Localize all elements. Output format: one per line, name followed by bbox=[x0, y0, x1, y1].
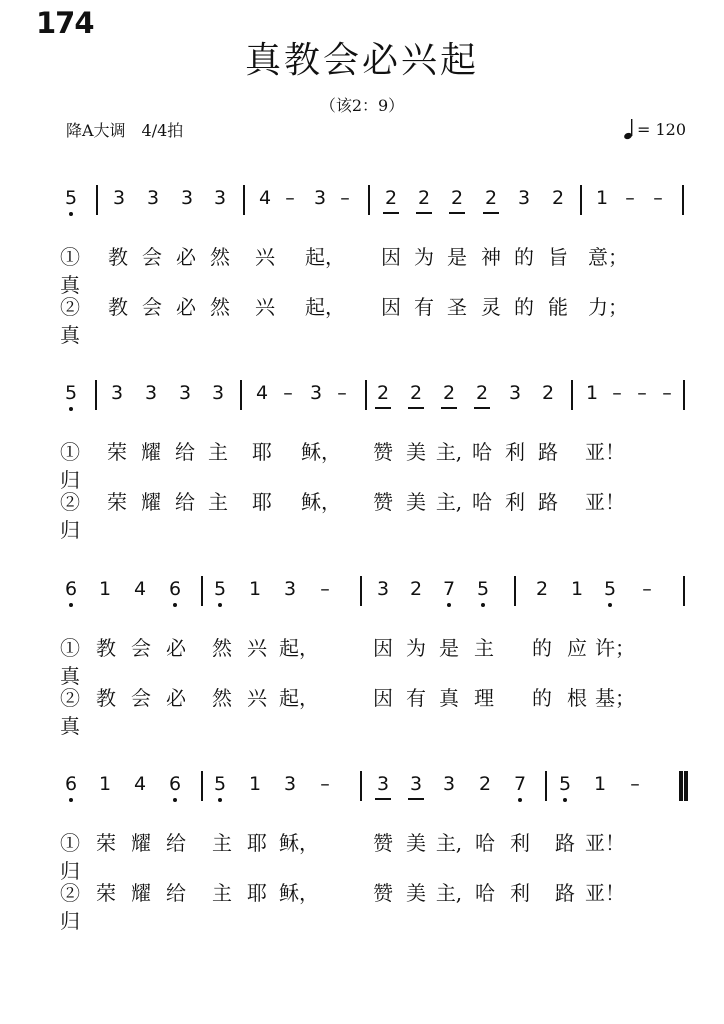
lyric-syllable: 起， bbox=[305, 295, 345, 319]
lyric-syllable: 基； bbox=[595, 686, 635, 710]
note-3: 3 bbox=[211, 382, 225, 404]
eighth-underline bbox=[383, 212, 399, 214]
octave-dot bbox=[481, 603, 485, 607]
lyric-syllable: 给 bbox=[166, 881, 186, 905]
octave-dot bbox=[69, 407, 73, 411]
final-bar-line bbox=[679, 771, 683, 801]
lyric-syllable: ②归 bbox=[60, 881, 80, 933]
lyric-syllable: 给 bbox=[175, 440, 195, 464]
lyric-syllable: 哈 bbox=[475, 831, 495, 855]
lyric-syllable: 耶 bbox=[247, 881, 267, 905]
note-3: 3 bbox=[110, 382, 124, 404]
quarter-note-icon bbox=[623, 117, 635, 141]
note-7: 7 bbox=[508, 769, 532, 799]
octave-dot bbox=[608, 603, 612, 607]
lyric-syllable: 哈 bbox=[472, 490, 492, 514]
lyric-syllable: 主 bbox=[212, 881, 232, 905]
lyric-syllable: ②真 bbox=[60, 295, 80, 347]
lyric-syllable: 利 bbox=[505, 440, 525, 464]
lyric-syllable: 美 bbox=[406, 881, 426, 905]
lyric-syllable: 兴 bbox=[255, 295, 275, 319]
note-3: 3 bbox=[371, 769, 395, 799]
lyric-syllable: 力； bbox=[588, 295, 628, 319]
lyric-syllable: 荣 bbox=[96, 881, 116, 905]
bar-line bbox=[240, 380, 242, 410]
octave-dot bbox=[173, 603, 177, 607]
lyric-syllable: 赞 bbox=[373, 881, 393, 905]
lyric-syllable: 主, bbox=[435, 831, 463, 855]
lyric-verse-1 bbox=[0, 243, 724, 297]
eighth-underline bbox=[441, 407, 457, 409]
note-5: 5 bbox=[208, 574, 232, 604]
lyric-syllable: 能 bbox=[548, 295, 568, 319]
eighth-underline bbox=[375, 798, 391, 800]
eighth-underline bbox=[449, 212, 465, 214]
lyric-verse-1 bbox=[0, 438, 724, 492]
lyric-syllable: 路 bbox=[555, 881, 575, 905]
dash-note: – bbox=[625, 187, 635, 209]
lyric-syllable: 然 bbox=[210, 295, 230, 319]
note-3: 3 bbox=[112, 187, 126, 209]
lyric-syllable: 兴 bbox=[247, 686, 267, 710]
lyric-syllable: 主 bbox=[208, 440, 228, 464]
eighth-underline bbox=[483, 212, 499, 214]
note-2: 2 bbox=[551, 187, 565, 209]
lyric-syllable: 真 bbox=[439, 686, 459, 710]
lyric-syllable: 神 bbox=[481, 245, 501, 269]
octave-dot bbox=[69, 212, 73, 216]
note-5: 5 bbox=[208, 769, 232, 799]
note-3: 3 bbox=[213, 187, 227, 209]
octave-dot bbox=[69, 603, 73, 607]
eighth-underline bbox=[408, 407, 424, 409]
note-3: 3 bbox=[442, 773, 456, 795]
dash-note: – bbox=[320, 773, 330, 795]
lyric-syllable: 必 bbox=[166, 636, 186, 660]
tempo-marking bbox=[623, 117, 686, 141]
lyric-syllable: 是 bbox=[447, 245, 467, 269]
note-4: 4 bbox=[255, 382, 269, 404]
lyric-syllable: 的 bbox=[532, 636, 552, 660]
lyric-syllable: 因 bbox=[373, 636, 393, 660]
note-1: 1 bbox=[98, 773, 112, 795]
eighth-underline bbox=[416, 212, 432, 214]
lyric-syllable: 赞 bbox=[373, 831, 393, 855]
note-3: 3 bbox=[313, 187, 327, 209]
staff-line-3 bbox=[0, 574, 724, 614]
note-6: 6 bbox=[163, 574, 187, 604]
lyric-syllable: 主 bbox=[474, 636, 494, 660]
lyric-syllable: ①真 bbox=[60, 245, 80, 297]
lyric-syllable: ②真 bbox=[60, 686, 80, 738]
note-3: 3 bbox=[144, 382, 158, 404]
staff-line-4 bbox=[0, 769, 724, 809]
lyric-syllable: 的 bbox=[532, 686, 552, 710]
note-5: 5 bbox=[59, 378, 83, 408]
note-4: 4 bbox=[133, 773, 147, 795]
bar-line bbox=[243, 185, 245, 215]
bar-line bbox=[545, 771, 547, 801]
lyric-syllable: 亚！ bbox=[585, 831, 625, 855]
lyric-syllable: 耶 bbox=[252, 440, 272, 464]
lyric-syllable: 利 bbox=[510, 831, 530, 855]
lyric-syllable: 许； bbox=[595, 636, 635, 660]
note-5: 5 bbox=[598, 574, 622, 604]
note-2: 2 bbox=[437, 378, 461, 408]
note-3: 3 bbox=[517, 187, 531, 209]
note-3: 3 bbox=[180, 187, 194, 209]
lyric-syllable: 美 bbox=[406, 440, 426, 464]
lyric-syllable: 因 bbox=[373, 686, 393, 710]
lyric-syllable: 因 bbox=[381, 245, 401, 269]
lyric-syllable: 意； bbox=[588, 245, 628, 269]
octave-dot bbox=[563, 798, 567, 802]
note-3: 3 bbox=[309, 382, 323, 404]
lyric-syllable: 稣， bbox=[301, 440, 341, 464]
lyric-syllable: 理 bbox=[474, 686, 494, 710]
lyric-syllable: 耀 bbox=[131, 831, 151, 855]
lyric-syllable: 根 bbox=[567, 686, 587, 710]
note-2: 2 bbox=[445, 183, 469, 213]
note-6: 6 bbox=[163, 769, 187, 799]
dash-note: – bbox=[285, 187, 295, 209]
bar-line bbox=[571, 380, 573, 410]
bar-line bbox=[201, 771, 203, 801]
lyric-syllable: 会 bbox=[131, 636, 151, 660]
note-2: 2 bbox=[371, 378, 395, 408]
note-7: 7 bbox=[437, 574, 461, 604]
octave-dot bbox=[218, 798, 222, 802]
lyric-syllable: 应 bbox=[567, 636, 587, 660]
lyric-syllable: 有 bbox=[414, 295, 434, 319]
note-6: 6 bbox=[59, 769, 83, 799]
lyric-syllable: 教 bbox=[108, 295, 128, 319]
dash-note: – bbox=[662, 382, 672, 404]
lyric-syllable: 灵 bbox=[481, 295, 501, 319]
dash-note: – bbox=[283, 382, 293, 404]
note-1: 1 bbox=[595, 187, 609, 209]
lyric-syllable: 的 bbox=[514, 295, 534, 319]
lyric-syllable: 起， bbox=[279, 686, 319, 710]
bar-line bbox=[683, 380, 685, 410]
lyric-syllable: 必 bbox=[176, 245, 196, 269]
lyric-syllable: 荣 bbox=[96, 831, 116, 855]
eighth-underline bbox=[474, 407, 490, 409]
lyric-syllable: 是 bbox=[439, 636, 459, 660]
note-2: 2 bbox=[479, 183, 503, 213]
note-4: 4 bbox=[133, 578, 147, 600]
note-5: 5 bbox=[59, 183, 83, 213]
octave-dot bbox=[173, 798, 177, 802]
lyric-syllable: 起， bbox=[279, 636, 319, 660]
note-4: 4 bbox=[258, 187, 272, 209]
lyric-syllable: 赞 bbox=[373, 490, 393, 514]
note-5: 5 bbox=[553, 769, 577, 799]
lyric-syllable: 圣 bbox=[447, 295, 467, 319]
bar-line bbox=[360, 771, 362, 801]
bar-line bbox=[95, 380, 97, 410]
lyric-syllable: 赞 bbox=[373, 440, 393, 464]
note-3: 3 bbox=[283, 773, 297, 795]
lyric-syllable: 教 bbox=[96, 686, 116, 710]
lyric-syllable: 的 bbox=[514, 245, 534, 269]
lyric-syllable: 教 bbox=[108, 245, 128, 269]
bar-line bbox=[580, 185, 582, 215]
note-2: 2 bbox=[404, 378, 428, 408]
dash-note: – bbox=[340, 187, 350, 209]
eighth-underline bbox=[375, 407, 391, 409]
bar-line bbox=[96, 185, 98, 215]
note-1: 1 bbox=[593, 773, 607, 795]
lyric-syllable: 然 bbox=[210, 245, 230, 269]
note-3: 3 bbox=[146, 187, 160, 209]
note-3: 3 bbox=[404, 769, 428, 799]
lyric-syllable: 起， bbox=[305, 245, 345, 269]
dash-note: – bbox=[612, 382, 622, 404]
octave-dot bbox=[447, 603, 451, 607]
lyric-syllable: 兴 bbox=[255, 245, 275, 269]
dash-note: – bbox=[637, 382, 647, 404]
bar-line bbox=[360, 576, 362, 606]
lyric-syllable: 亚！ bbox=[585, 881, 625, 905]
note-2: 2 bbox=[535, 578, 549, 600]
lyric-syllable: ①归 bbox=[60, 831, 80, 883]
note-1: 1 bbox=[248, 578, 262, 600]
page-title: 真教会必兴起 bbox=[244, 40, 479, 81]
lyric-syllable: 为 bbox=[406, 636, 426, 660]
note-2: 2 bbox=[409, 578, 423, 600]
lyric-verse-2 bbox=[0, 293, 724, 347]
lyric-syllable: 荣 bbox=[107, 490, 127, 514]
note-2: 2 bbox=[470, 378, 494, 408]
lyric-syllable: 路 bbox=[538, 490, 558, 514]
lyric-syllable: 耶 bbox=[247, 831, 267, 855]
lyric-verse-1 bbox=[0, 829, 724, 883]
lyric-syllable: 美 bbox=[406, 831, 426, 855]
hymn-number: 174 bbox=[36, 6, 94, 40]
lyric-syllable: 然 bbox=[212, 636, 232, 660]
final-bar-line bbox=[684, 771, 688, 801]
note-6: 6 bbox=[59, 574, 83, 604]
lyric-syllable: 主 bbox=[208, 490, 228, 514]
eighth-underline bbox=[408, 798, 424, 800]
lyric-syllable: 稣， bbox=[279, 881, 319, 905]
note-3: 3 bbox=[178, 382, 192, 404]
note-1: 1 bbox=[585, 382, 599, 404]
lyric-verse-2 bbox=[0, 879, 724, 933]
lyric-syllable: 教 bbox=[96, 636, 116, 660]
lyric-syllable: 给 bbox=[175, 490, 195, 514]
note-5: 5 bbox=[471, 574, 495, 604]
lyric-syllable: 会 bbox=[131, 686, 151, 710]
lyric-syllable: 因 bbox=[381, 295, 401, 319]
note-2: 2 bbox=[379, 183, 403, 213]
lyric-syllable: 利 bbox=[510, 881, 530, 905]
key-signature: 降A大调 4/4拍 bbox=[66, 121, 184, 140]
note-3: 3 bbox=[376, 578, 390, 600]
staff-line-1 bbox=[0, 183, 724, 223]
lyric-syllable: 必 bbox=[166, 686, 186, 710]
lyric-syllable: 兴 bbox=[247, 636, 267, 660]
note-1: 1 bbox=[248, 773, 262, 795]
lyric-verse-2 bbox=[0, 488, 724, 542]
note-2: 2 bbox=[478, 773, 492, 795]
dash-note: – bbox=[653, 187, 663, 209]
dash-note: – bbox=[630, 773, 640, 795]
lyric-syllable: 主, bbox=[435, 490, 463, 514]
tempo-value: = 120 bbox=[636, 119, 686, 139]
lyric-syllable: 耶 bbox=[252, 490, 272, 514]
note-2: 2 bbox=[412, 183, 436, 213]
lyric-syllable: 为 bbox=[414, 245, 434, 269]
note-2: 2 bbox=[541, 382, 555, 404]
dash-note: – bbox=[320, 578, 330, 600]
lyric-syllable: 有 bbox=[406, 686, 426, 710]
bar-line bbox=[682, 185, 684, 215]
lyric-syllable: 必 bbox=[176, 295, 196, 319]
staff-line-2 bbox=[0, 378, 724, 418]
lyric-syllable: 然 bbox=[212, 686, 232, 710]
lyric-syllable: 利 bbox=[505, 490, 525, 514]
lyric-syllable: 哈 bbox=[475, 881, 495, 905]
lyric-syllable: 稣， bbox=[301, 490, 341, 514]
lyric-verse-1 bbox=[0, 634, 724, 688]
note-1: 1 bbox=[570, 578, 584, 600]
lyric-syllable: 哈 bbox=[472, 440, 492, 464]
lyric-syllable: 主, bbox=[435, 440, 463, 464]
note-3: 3 bbox=[283, 578, 297, 600]
bar-line bbox=[201, 576, 203, 606]
lyric-syllable: 耀 bbox=[141, 490, 161, 514]
lyric-syllable: 稣， bbox=[279, 831, 319, 855]
lyric-syllable: 会 bbox=[142, 245, 162, 269]
bar-line bbox=[368, 185, 370, 215]
lyric-syllable: 给 bbox=[166, 831, 186, 855]
note-1: 1 bbox=[98, 578, 112, 600]
lyric-syllable: 主, bbox=[435, 881, 463, 905]
lyric-syllable: 耀 bbox=[141, 440, 161, 464]
lyric-syllable: 美 bbox=[406, 490, 426, 514]
lyric-syllable: 路 bbox=[538, 440, 558, 464]
bar-line bbox=[365, 380, 367, 410]
octave-dot bbox=[218, 603, 222, 607]
lyric-syllable: 亚！ bbox=[585, 490, 625, 514]
lyric-syllable: 路 bbox=[555, 831, 575, 855]
octave-dot bbox=[69, 798, 73, 802]
note-3: 3 bbox=[508, 382, 522, 404]
lyric-syllable: 旨 bbox=[548, 245, 568, 269]
dash-note: – bbox=[642, 578, 652, 600]
octave-dot bbox=[518, 798, 522, 802]
lyric-syllable: 亚！ bbox=[585, 440, 625, 464]
lyric-syllable: 耀 bbox=[131, 881, 151, 905]
lyric-syllable: ①归 bbox=[60, 440, 80, 492]
bar-line bbox=[514, 576, 516, 606]
scripture-reference: （该2：9） bbox=[319, 96, 405, 115]
dash-note: – bbox=[337, 382, 347, 404]
lyric-verse-2 bbox=[0, 684, 724, 738]
lyric-syllable: 主 bbox=[212, 831, 232, 855]
lyric-syllable: ②归 bbox=[60, 490, 80, 542]
lyric-syllable: 荣 bbox=[107, 440, 127, 464]
lyric-syllable: ①真 bbox=[60, 636, 80, 688]
lyric-syllable: 会 bbox=[142, 295, 162, 319]
bar-line bbox=[683, 576, 685, 606]
